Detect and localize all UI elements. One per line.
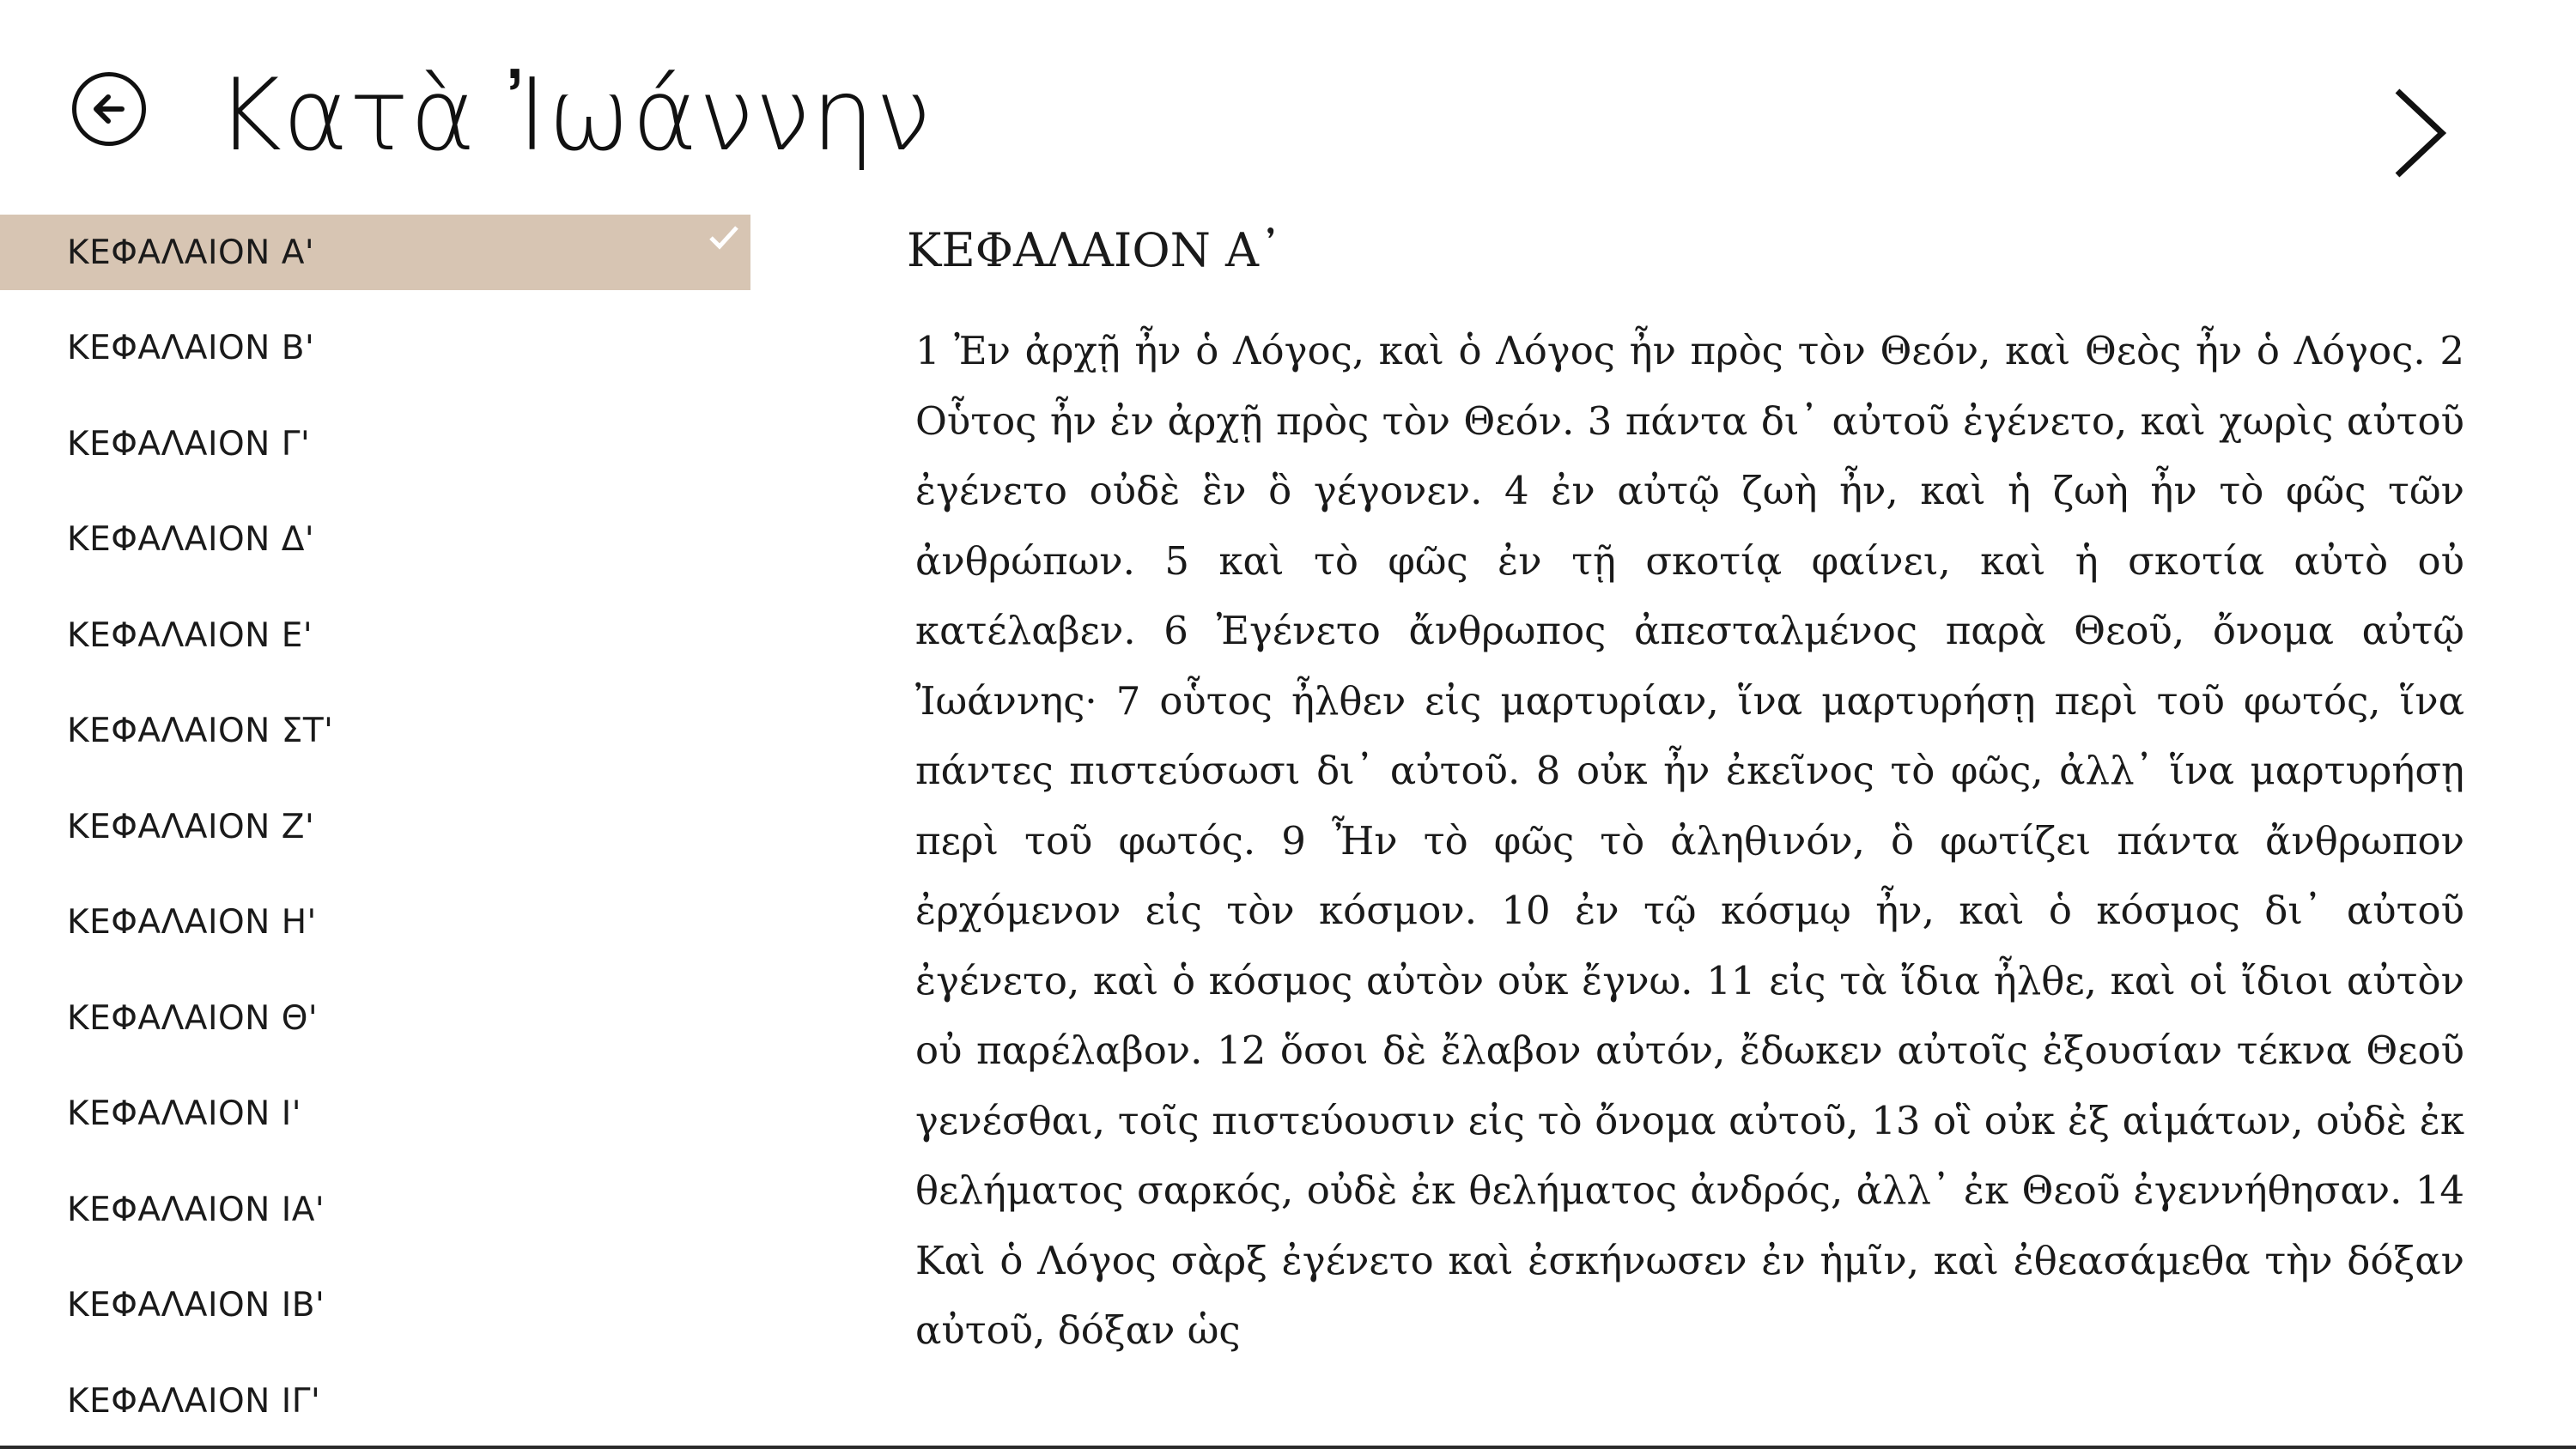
chapter-heading: ΚΕΦΑΛΑΙΟΝ Α᾽ bbox=[907, 223, 1283, 277]
chapter-item-label: ΚΕΦΑΛΑΙΟΝ Θ' bbox=[67, 998, 319, 1038]
chapter-item-label: ΚΕΦΑΛΑΙΟΝ Δ' bbox=[67, 520, 315, 559]
bottom-divider bbox=[0, 1446, 2576, 1449]
chapter-item-label: ΚΕΦΑΛΑΙΟΝ ΙΑ' bbox=[67, 1190, 325, 1229]
chapter-item-8[interactable] bbox=[0, 885, 750, 961]
chapter-item-label: ΚΕΦΑΛΑΙΟΝ Ζ' bbox=[67, 807, 315, 846]
chapter-list bbox=[0, 215, 750, 1449]
next-button[interactable] bbox=[2389, 86, 2451, 180]
checkmark-icon bbox=[708, 223, 740, 251]
chapter-item-label: ΚΕΦΑΛΑΙΟΝ ΙΓ' bbox=[67, 1381, 321, 1421]
chapter-item-label: ΚΕΦΑΛΑΙΟΝ Γ' bbox=[67, 424, 311, 464]
chapter-item-9[interactable] bbox=[0, 980, 750, 1056]
chapter-item-4[interactable] bbox=[0, 502, 750, 578]
chapter-item-label: ΚΕΦΑΛΑΙΟΝ Β' bbox=[67, 329, 315, 367]
chapter-item-7[interactable] bbox=[0, 789, 750, 864]
chapter-item-6[interactable] bbox=[0, 694, 750, 769]
chapter-item-label: ΚΕΦΑΛΑΙΟΝ Ε' bbox=[67, 615, 313, 655]
chapter-item-label: ΚΕΦΑΛΑΙΟΝ Η' bbox=[67, 903, 317, 942]
chapter-item-label: ΚΕΦΑΛΑΙΟΝ Ι' bbox=[67, 1094, 301, 1133]
chapter-item-12[interactable] bbox=[0, 1268, 750, 1343]
chevron-right-icon bbox=[2389, 86, 2451, 180]
chapter-item-3[interactable] bbox=[0, 406, 750, 482]
chapter-item-label: ΚΕΦΑΛΑΙΟΝ ΣΤ' bbox=[67, 712, 334, 750]
chapter-text: 1 Ἐν ἀρχῇ ἦν ὁ Λόγος, καὶ ὁ Λόγος ἦν πρὸς τὸν Θεόν, καὶ Θεὸς ἦν ὁ Λόγος. 2 Οὗτος ἦν ἐν ἀρχῇ πρὸς τὸν Θεόν. 3 πάντα δι᾽ αὐτοῦ ἐγένετο, καὶ χωρὶς αὐτοῦ ἐγένετο οὐδὲ ἓν ὃ γέγονεν. 4 ἐν αὐτῷ ζωὴ ἦν, καὶ ἡ ζωὴ ἦν τὸ φῶς τῶν ἀνθρώπων. 5 καὶ τὸ φῶς ἐν τῇ σκοτίᾳ φαίνει, καὶ ἡ σκοτία αὐτὸ οὐ κατέλαβεν. 6 Ἐγένετο ἄνθρωπος ἀπεσταλμένος παρὰ Θεοῦ, ὄνομα αὐτῷ Ἰωάννης· 7 οὗτος ἦλθεν εἰς μαρτυρίαν, ἵνα μαρτυρήσῃ περὶ τοῦ φωτός, ἵνα πάντες πιστεύσωσι δι᾽ αὐτοῦ. 8 οὐκ ἦν ἐκεῖνος τὸ φῶς, ἀλλ᾽ ἵνα μαρτυρήσῃ περὶ τοῦ φωτός. 9 Ἦν τὸ φῶς τὸ ἀληθινόν, ὃ φωτίζει πάντα ἄνθρωπον ἐρχόμενον εἰς τὸν κόσμον. 10 ἐν τῷ κόσμῳ ἦν, καὶ ὁ κόσμος δι᾽ αὐτοῦ ἐγένετο, καὶ ὁ κόσμος αὐτὸν οὐκ ἔγνω. 11 εἰς τὰ ἴδια ἦλθε, καὶ οἱ ἴδιοι αὐτὸν οὐ παρέλαβον. 12 ὅσοι δὲ ἔλαβον αὐτόν, ἔδωκεν αὐτοῖς ἐξουσίαν τέκνα Θεοῦ γενέσθαι, τοῖς πιστεύουσιν εἰς τὸ ὄνομα αὐτοῦ, 13 οἳ οὐκ ἐξ αἱμάτων, οὐδὲ ἐκ θελήματος σαρκός, οὐδὲ ἐκ θελήματος ἀνδρός, ἀλλ᾽ ἐκ Θεοῦ ἐγεννήθησαν. 14 Καὶ ὁ Λόγος σὰρξ ἐγένετο καὶ ἐσκήνωσεν ἐν ἡμῖν, καὶ ἐθεασάμεθα τὴν δόξαν αὐτοῦ, δόξαν ὡς bbox=[915, 328, 2464, 1353]
chapter-item-10[interactable] bbox=[0, 1076, 750, 1152]
chapter-item-1[interactable] bbox=[0, 215, 750, 290]
chapter-item-11[interactable] bbox=[0, 1172, 750, 1247]
chapter-item-label: ΚΕΦΑΛΑΙΟΝ Α' bbox=[67, 233, 315, 272]
back-button[interactable] bbox=[72, 72, 146, 146]
chapter-item-5[interactable] bbox=[0, 597, 750, 673]
chapter-item-13[interactable] bbox=[0, 1363, 750, 1439]
chapter-item-label: ΚΕΦΑΛΑΙΟΝ ΙΒ' bbox=[67, 1286, 325, 1325]
arrow-left-icon bbox=[88, 88, 131, 130]
page-title: Κατὰ Ἰωάννην bbox=[216, 58, 933, 173]
chapter-item-2[interactable] bbox=[0, 311, 750, 386]
